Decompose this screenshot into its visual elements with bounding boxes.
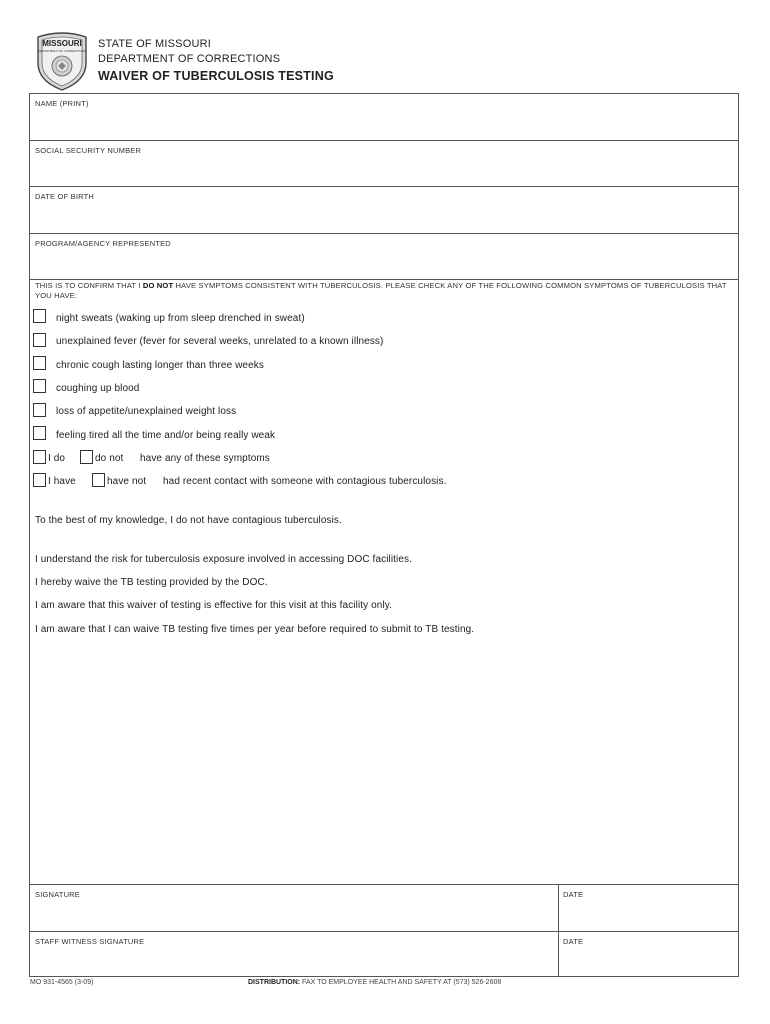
confirm-before: THIS IS TO CONFIRM THAT I: [35, 281, 143, 290]
symptom-coughing-blood: coughing up blood: [56, 383, 140, 394]
checkbox-have-not[interactable]: [92, 473, 105, 487]
missouri-doc-seal: [34, 31, 90, 91]
symptom-unexplained-fever: unexplained fever (fever for several weeks, unrelated to a known illness): [56, 336, 384, 347]
statement-aware-five-times: I am aware that I can waive TB testing five times per year before required to submit to TB testing.: [35, 624, 475, 635]
checkbox-chronic-cough[interactable]: [33, 356, 46, 370]
checkbox-appetite-weight-loss[interactable]: [33, 403, 46, 417]
signature-field[interactable]: [30, 885, 558, 931]
checkbox-do-not[interactable]: [80, 450, 93, 464]
checkbox-i-have[interactable]: [33, 473, 46, 487]
seal-ring-text: DEPARTMENT OF CORRECTIONS: [37, 49, 87, 53]
confirm-after: HAVE SYMPTOMS CONSISTENT WITH TUBERCULOSIS. PLEASE CHECK ANY OF THE FOLLOWING COMMON SYMPTOMS OF TUBERCULOSIS THAT YOU HAVE:: [35, 281, 727, 300]
dob-label: DATE OF BIRTH: [35, 192, 94, 201]
checkbox-i-do[interactable]: [33, 450, 46, 464]
symptoms-statement: have any of these symptoms: [140, 453, 270, 464]
statement-knowledge: To the best of my knowledge, I do not have contagious tuberculosis.: [35, 515, 342, 526]
witness-row: [30, 931, 738, 977]
waiver-form: [29, 93, 739, 977]
contact-statement: had recent contact with someone with contagious tuberculosis.: [163, 476, 447, 487]
distribution-label: DISTRIBUTION:: [248, 979, 301, 986]
symptom-night-sweats: night sweats (waking up from sleep drenched in sweat): [56, 313, 305, 324]
signature-date-field[interactable]: [558, 885, 738, 931]
form-number: MO 931-4565 (3-09): [30, 979, 94, 986]
name-label: NAME (PRINT): [35, 99, 89, 108]
program-label: PROGRAM/AGENCY REPRESENTED: [35, 239, 171, 248]
witness-date-field[interactable]: [558, 932, 738, 977]
seal-top-text: MISSOURI: [42, 39, 82, 48]
checkbox-unexplained-fever[interactable]: [33, 333, 46, 347]
signature-label: SIGNATURE: [35, 890, 80, 899]
form-title: WAIVER OF TUBERCULOSIS TESTING: [98, 69, 334, 83]
option-have-not: have not: [107, 476, 147, 487]
distribution-note: [248, 979, 501, 986]
witness-signature-field[interactable]: [30, 932, 558, 977]
checkbox-night-sweats[interactable]: [33, 309, 46, 323]
distribution-text: FAX TO EMPLOYEE HEALTH AND SAFETY AT (573) 526-2608: [300, 979, 502, 986]
symptom-feeling-tired: feeling tired all the time and/or being really weak: [56, 430, 276, 441]
option-do-not: do not: [95, 453, 124, 464]
witness-date-label: DATE: [563, 937, 584, 946]
statement-understand-risk: I understand the risk for tuberculosis exposure involved in accessing DOC facilities.: [35, 554, 413, 565]
option-i-do: I do: [48, 453, 66, 464]
witness-signature-label: STAFF WITNESS SIGNATURE: [35, 937, 145, 946]
confirm-do-not: DO NOT: [142, 281, 174, 290]
checkbox-coughing-blood[interactable]: [33, 379, 46, 393]
ssn-field[interactable]: [30, 141, 738, 187]
statement-aware-visit: I am aware that this waiver of testing is effective for this visit at this facility only.: [35, 600, 392, 611]
department-name: DEPARTMENT OF CORRECTIONS: [98, 53, 281, 65]
ssn-label: SOCIAL SECURITY NUMBER: [35, 146, 142, 155]
option-i-have: I have: [48, 476, 76, 487]
dob-field[interactable]: [30, 187, 738, 234]
name-field[interactable]: [30, 94, 738, 141]
symptom-appetite-weight-loss: loss of appetite/unexplained weight loss: [56, 406, 237, 417]
symptom-chronic-cough: chronic cough lasting longer than three weeks: [56, 360, 264, 371]
signature-row: [30, 884, 738, 931]
statement-waive-testing: I hereby waive the TB testing provided by the DOC.: [35, 577, 268, 588]
signature-date-label: DATE: [563, 890, 584, 899]
program-agency-field[interactable]: [30, 234, 738, 280]
checkbox-feeling-tired[interactable]: [33, 426, 46, 440]
state-name: STATE OF MISSOURI: [98, 38, 211, 50]
confirm-paragraph: [35, 281, 735, 301]
